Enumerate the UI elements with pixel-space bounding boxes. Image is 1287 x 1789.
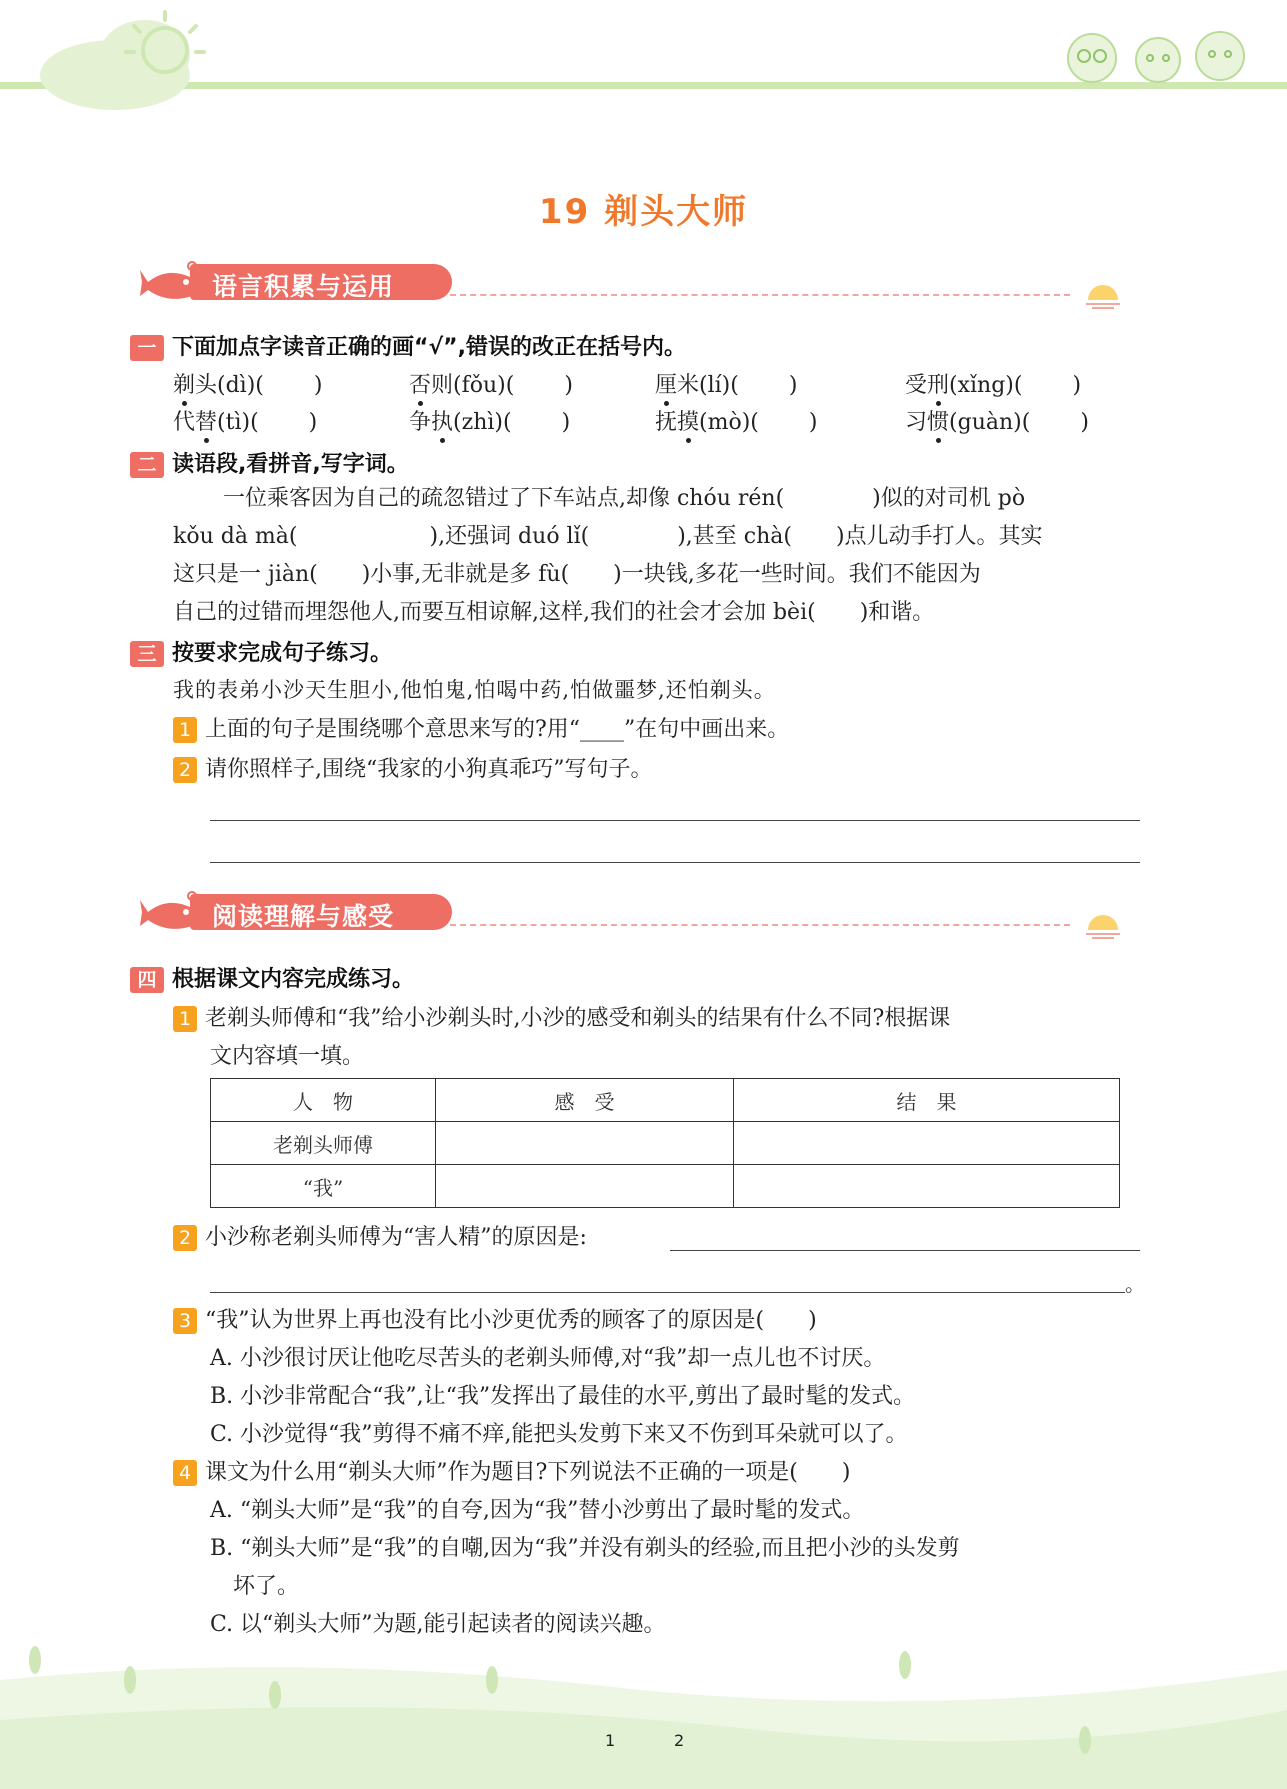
vocab-item (655, 368, 797, 399)
answer-line[interactable] (670, 1250, 1140, 1251)
question-1-head (130, 330, 686, 361)
table-header: 感 受 (436, 1079, 734, 1122)
table-row (211, 1122, 1120, 1165)
vocab-text: (tì)( (217, 410, 259, 435)
vocab-item: 习惯(guàn)( ) (905, 405, 1089, 436)
vocab-row-1 (173, 368, 1133, 402)
q4-sub-1 (173, 1000, 1141, 1076)
number-badge: 4 (173, 1460, 197, 1486)
table-cell: 老剃头师傅 (211, 1122, 436, 1165)
vocab-item: 争执(zhì)( ) (409, 405, 570, 436)
dotted-char: 刑 (927, 368, 949, 399)
answer-line[interactable] (210, 1292, 1125, 1293)
question-text: 读语段,看拼音,写字词。 (172, 452, 409, 477)
vocab-text: 抚 (655, 410, 678, 435)
dotted-char: 摸 (677, 405, 699, 436)
dotted-char: 执 (431, 405, 453, 436)
vocab-text: ) (788, 373, 798, 398)
question-2-head (130, 447, 409, 478)
dotted-char: 剃 (173, 368, 195, 399)
option[interactable]: C. 以“剃头大师”为题,能引起读者的阅读兴趣。 (210, 1612, 666, 1637)
dotted-char: 替 (195, 405, 217, 436)
dotted-char: 惯 (927, 405, 949, 436)
section-banner-language (130, 256, 1140, 306)
divider (450, 924, 1070, 926)
vocab-text: 代 (173, 410, 196, 435)
comparison-table (210, 1078, 1120, 1208)
sub-question-text: 课文为什么用“剃头大师”作为题目?下列说法不正确的一项是( ) (205, 1460, 851, 1485)
question-badge: 二 (130, 452, 164, 478)
passage (173, 480, 1141, 632)
passage-line: 自己的过错而埋怨他人,而要互相谅解,这样,我们的社会才会加 bèi( )和谐。 (173, 600, 935, 625)
vocab-item: 抚摸(mò)( ) (655, 405, 817, 436)
vocab-text: (zhì)( (453, 410, 512, 435)
vocab-item: 受刑(xǐng)( ) (905, 368, 1081, 399)
dotted-char: 否 (409, 368, 431, 399)
sunset-icon (1086, 278, 1120, 312)
question-badge: 三 (130, 641, 164, 667)
q4-sub-4 (173, 1454, 960, 1644)
question-3-head (130, 636, 392, 667)
passage-line: kǒu dà mà( ),还强词 duó lǐ( ),甚至 chà( )点儿动手打人。其实 (173, 524, 1043, 549)
vocab-item: 代替(tì)( ) (173, 405, 317, 436)
table-input-cell[interactable] (734, 1122, 1120, 1165)
vocab-text: (mò)( (699, 410, 759, 435)
q4-sub-2 (173, 1220, 587, 1251)
sunset-icon (1086, 908, 1120, 942)
vocab-text: 则(fǒu)( (431, 373, 515, 398)
vocab-text: 头(dì)( (195, 373, 264, 398)
option[interactable]: B. 小沙非常配合“我”,让“我”发挥出了最佳的水平,剪出了最时髦的发式。 (210, 1384, 916, 1409)
sun-icon (120, 8, 210, 88)
sentence-end: 。 (1125, 1272, 1145, 1296)
vocab-text: (xǐng)( (949, 373, 1023, 398)
sub-question-2 (173, 752, 653, 783)
vocab-text: 习 (905, 410, 928, 435)
passage-line: 一位乘客因为自己的疏忽错过了下车站点,却像 chóu rén( )似的对司机 pò (223, 486, 1026, 511)
option[interactable]: A. “剃头大师”是“我”的自夸,因为“我”替小沙剪出了最时髦的发式。 (210, 1498, 865, 1523)
vocab-text: (guàn)( (949, 410, 1031, 435)
vocab-text: ) (564, 373, 573, 398)
number-badge: 2 (173, 757, 197, 783)
table-row (211, 1165, 1120, 1208)
sub-question-text: 上面的句子是围绕哪个意思来写的?用“____”在句中画出来。 (205, 717, 790, 742)
sub-question-text: 老剃头师傅和“我”给小沙剃头时,小沙的感受和剃头的结果有什么不同?根据课 (205, 1006, 951, 1031)
sub-question-text: 文内容填一填。 (210, 1044, 365, 1069)
option[interactable]: B. “剃头大师”是“我”的自嘲,因为“我”并没有剃头的经验,而且把小沙的头发剪 (210, 1536, 960, 1561)
sub-question-text: 请你照样子,围绕“我家的小狗真乖巧”写句子。 (205, 757, 653, 782)
table-input-cell[interactable] (734, 1165, 1120, 1208)
sub-question-text: “我”认为世界上再也没有比小沙更优秀的顾客了的原因是( ) (205, 1308, 817, 1333)
vocab-text: 受 (905, 373, 928, 398)
q4-sub-3 (173, 1302, 915, 1454)
vocab-item (173, 368, 322, 399)
vocab-item (409, 368, 573, 399)
page-number-right: 2 (674, 1731, 685, 1750)
table-header-row (211, 1079, 1120, 1122)
passage-line: 这只是一 jiàn( )小事,无非就是多 fù( )一块钱,多花一些时间。我们不能因为 (173, 562, 981, 587)
vocab-text: ) (313, 373, 323, 398)
option[interactable]: C. 小沙觉得“我”剪得不痛不痒,能把头发剪下来又不伤到耳朵就可以了。 (210, 1422, 908, 1447)
table-header: 人 物 (211, 1079, 436, 1122)
number-badge: 2 (173, 1225, 197, 1251)
sub-question-1 (173, 712, 789, 743)
sample-sentence: 我的表弟小沙天生胆小,他怕鬼,怕喝中药,怕做噩梦,还怕剃头。 (173, 678, 776, 702)
animal-faces-icon (1060, 22, 1250, 86)
number-badge: 3 (173, 1308, 197, 1334)
table-input-cell[interactable] (436, 1122, 734, 1165)
table-input-cell[interactable] (436, 1165, 734, 1208)
table-header: 结 果 (734, 1079, 1120, 1122)
question-text: 根据课文内容完成练习。 (172, 967, 415, 992)
question-badge: 四 (130, 967, 164, 993)
vocab-text: 米(lí)( (677, 373, 739, 398)
option-continued: 坏了。 (233, 1574, 300, 1599)
sub-question-text: 小沙称老剃头师傅为“害人精”的原因是: (205, 1225, 587, 1250)
section-title: 阅读理解与感受 (212, 902, 395, 931)
page-title: 19 剃头大师 (538, 192, 749, 232)
number-badge: 1 (173, 717, 197, 743)
question-text: 下面加点字读音正确的画“√”,错误的改正在括号内。 (172, 335, 686, 360)
answer-line[interactable] (210, 820, 1140, 821)
question-badge: 一 (130, 335, 164, 361)
answer-line[interactable] (210, 862, 1140, 863)
divider (450, 294, 1070, 296)
table-cell: “我” (211, 1165, 436, 1208)
dotted-char: 厘 (655, 368, 677, 399)
hills-decoration (0, 1640, 1287, 1789)
question-4-head (130, 962, 414, 993)
section-title: 语言积累与运用 (212, 272, 395, 301)
question-text: 按要求完成句子练习。 (172, 641, 393, 666)
vocab-text: 争 (409, 410, 432, 435)
number-badge: 1 (173, 1006, 197, 1032)
section-banner-reading (130, 886, 1140, 936)
option[interactable]: A. 小沙很讨厌让他吃尽苦头的老剃头师傅,对“我”却一点儿也不讨厌。 (210, 1346, 886, 1371)
page-number-left: 1 (605, 1731, 616, 1750)
vocab-row-2 (173, 405, 1133, 439)
